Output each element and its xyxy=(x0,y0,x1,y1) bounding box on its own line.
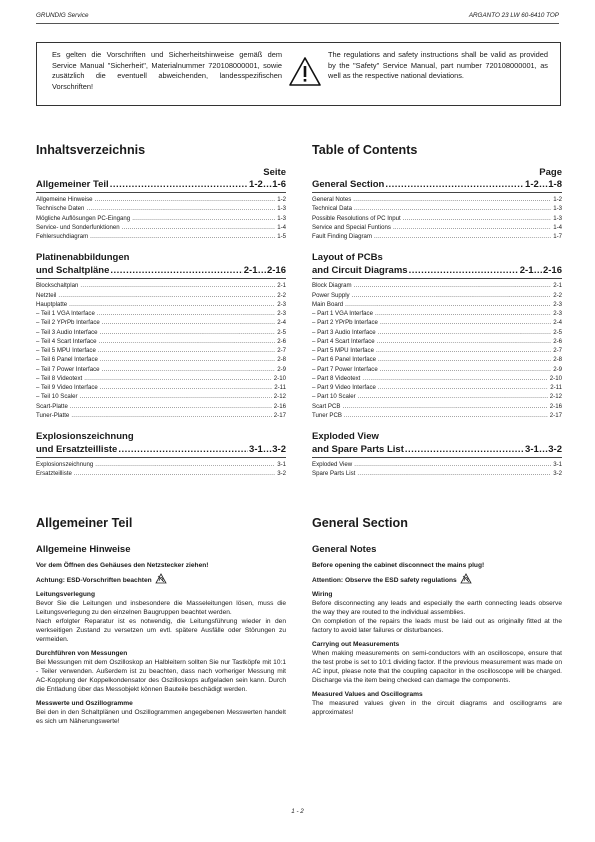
esd-hand-icon xyxy=(460,573,472,584)
toc-entry xyxy=(312,291,562,300)
toc-entry xyxy=(312,318,562,327)
note-paragraph: When making measurements on semi-conductors with an oscilloscope, ensure that the test probe is set to 10:1 dividing factor. If the previous measurement was made on AC input, please note that the coupling capacitor in the oscilloscope will be charged. Discharge via the item being checked can damage the components. xyxy=(312,650,562,684)
toc-entry-page: 2-11 xyxy=(274,384,286,391)
toc-section-title: Platinenabbildungen xyxy=(36,252,130,264)
toc-entry xyxy=(36,232,286,241)
note-heading: Leitungsverlegung xyxy=(36,591,95,598)
toc-entry xyxy=(36,374,286,383)
note-heading: Measured Values and Oscillograms xyxy=(312,691,423,698)
header-brand: GRUNDIG Service xyxy=(36,12,89,19)
dot-leader xyxy=(352,291,552,300)
dot-leader xyxy=(345,300,551,309)
toc-entry xyxy=(312,214,562,223)
toc-entry-title: Technical Data xyxy=(312,205,352,213)
toc-entry-page: 2-1 xyxy=(553,282,562,290)
dot-leader xyxy=(71,411,271,420)
toc-entry xyxy=(312,392,562,401)
toc-entry-title: Fehlersuchdiagram xyxy=(36,233,89,240)
toc-entry-title: – Part 5 MPU Interface xyxy=(312,347,374,354)
dot-leader xyxy=(74,469,275,478)
toc-entry-title: Mögliche Auflösungen PC-Eingang xyxy=(36,214,131,222)
warning-triangle-icon xyxy=(288,56,322,88)
toc-section xyxy=(312,430,562,479)
mains-plug-warning: Before opening the cabinet disconnect the mains plug! xyxy=(312,562,485,569)
toc-entry-title: Possible Resolutions of PC Input xyxy=(312,214,401,222)
dot-leader xyxy=(110,178,248,191)
toc-entry-title: – Part 4 Scart Interface xyxy=(312,337,375,345)
dot-leader xyxy=(100,328,276,337)
dot-leader xyxy=(380,365,551,374)
dot-leader xyxy=(132,214,275,223)
toc-de xyxy=(36,143,286,479)
toc-entry-page: 2-9 xyxy=(553,365,562,373)
toc-entry-page: 1-3 xyxy=(553,214,562,222)
note-heading: Messwerte und Oszillogramme xyxy=(36,700,133,707)
toc-entry xyxy=(36,214,286,223)
toc-entry xyxy=(312,223,562,232)
dot-leader xyxy=(378,355,551,364)
toc-section-heading-text: and Circuit Diagrams xyxy=(312,265,408,277)
toc-entry xyxy=(312,402,562,411)
dot-leader xyxy=(374,232,551,241)
toc-section-heading xyxy=(36,178,286,191)
toc-entry xyxy=(36,281,286,290)
toc-section xyxy=(312,178,562,241)
dot-leader xyxy=(102,318,275,327)
note-paragraph: The measured values given in the circuit diagrams and oscillograms are approximates! xyxy=(312,700,562,716)
toc-entry-page: 2-11 xyxy=(550,384,562,391)
toc-entry-page: 2-3 xyxy=(553,310,562,317)
toc-entry-title: Netzteil xyxy=(36,291,57,299)
toc-entry-page: 2-5 xyxy=(277,328,286,336)
toc-entry-page: 2-1 xyxy=(277,282,286,290)
dot-leader xyxy=(358,392,548,401)
toc-entry-page: 1-4 xyxy=(553,223,562,231)
dot-leader xyxy=(378,328,552,337)
toc-section-heading xyxy=(312,264,562,277)
dot-leader xyxy=(118,443,248,456)
dot-leader xyxy=(354,281,552,290)
toc-section-heading-text: und Ersatzteilliste xyxy=(36,444,118,455)
section-subtitle: General Notes xyxy=(312,544,377,555)
dot-leader xyxy=(380,318,551,327)
toc-entry-page: 2-17 xyxy=(273,411,286,419)
toc-entry-page: 1-3 xyxy=(277,205,286,213)
toc-entry-title: – Teil 1 VGA Interface xyxy=(36,310,95,317)
toc-entry-title: – Part 9 Video Interface xyxy=(312,384,376,391)
toc-entry-page: 2-6 xyxy=(277,337,286,345)
dot-leader xyxy=(354,460,551,469)
dot-leader xyxy=(80,392,272,401)
toc-entry-title: – Teil 6 Panel Interface xyxy=(36,356,98,364)
toc-entry-page: 2-4 xyxy=(277,319,286,327)
toc-entry xyxy=(36,223,286,232)
toc-section-heading-text: Allgemeiner Teil xyxy=(36,179,109,190)
toc-entry-page: 2-4 xyxy=(553,319,562,327)
toc-entry-title: General Notes xyxy=(312,196,352,203)
toc-entry-page: 2-6 xyxy=(553,337,562,345)
toc-entry-page: 2-17 xyxy=(549,411,562,419)
note-paragraph: Before disconnecting any leads and especially the earth connecting leads observe the way they are routed to the individual assemblies. xyxy=(312,600,562,616)
page-header xyxy=(36,11,559,24)
toc-entry xyxy=(36,337,286,346)
toc-title: Table of Contents xyxy=(312,143,418,157)
toc-entry-title: – Teil 5 MPU Interface xyxy=(36,347,96,354)
toc-entry xyxy=(36,291,286,300)
toc-entry-page: 2-12 xyxy=(273,393,286,401)
dot-leader xyxy=(357,469,551,478)
safety-notice-box xyxy=(36,42,561,106)
dot-leader xyxy=(95,195,276,204)
toc-section-heading xyxy=(36,264,286,277)
note-paragraph: Bevor Sie die Leitungen und insbesondere die Masseleitungen lösen, muss die Leitungsverlegung zu den einzelnen Baugruppen beachtet werden. xyxy=(36,600,286,616)
toc-en xyxy=(312,143,562,479)
toc-entry xyxy=(312,346,562,355)
dot-leader xyxy=(378,383,548,392)
toc-entry-title: – Part 1 VGA Interface xyxy=(312,310,373,317)
toc-entry-title: Scart PCB xyxy=(312,402,341,410)
toc-section xyxy=(312,251,562,420)
section-title: General Section xyxy=(312,516,408,530)
dot-leader xyxy=(122,223,276,232)
toc-entry-title: Ersatzteilliste xyxy=(36,470,72,478)
section-rule xyxy=(312,457,562,458)
toc-entry xyxy=(36,309,286,318)
dot-leader xyxy=(84,374,272,383)
toc-entry xyxy=(312,328,562,337)
toc-entry-title: – Part 3 Audio Interface xyxy=(312,328,376,336)
dot-leader xyxy=(409,264,519,277)
page-number: 1 - 2 xyxy=(291,808,304,815)
section-subtitle: Allgemeine Hinweise xyxy=(36,544,131,555)
note-paragraph: On completion of the repairs the leads must be laid out as originally fitted at the factory to avoid later failures or disturbances. xyxy=(312,618,562,634)
toc-entry-title: Service and Special Funtions xyxy=(312,223,391,231)
dot-leader xyxy=(405,443,524,456)
note-paragraph: Bei Messungen mit dem Oszilloskop an Halbleitern sollten Sie nur Tastköpfe mit 10:1 - Teiler verwenden. Außerdem ist zu beachten, dass nach vorheriger Messung mit AC-Kopplung der Koppelkondensator des Oszilloskops aufgeladen sein kann. Durch die Entladung über das Messobjekt können Bauteile beschädigt werden. xyxy=(36,659,286,693)
esd-warning-text: Attention: Observe the ESD safety regulations xyxy=(312,577,457,584)
toc-entry xyxy=(36,402,286,411)
toc-entry-page: 2-2 xyxy=(553,291,562,299)
section-rule xyxy=(312,192,562,193)
toc-entry-title: Fault Finding Diagram xyxy=(312,233,372,240)
dot-leader xyxy=(95,460,275,469)
note-heading: Durchführen von Messungen xyxy=(36,650,128,657)
toc-entry-title: – Teil 2 YPrPb Interface xyxy=(36,319,100,327)
toc-entry-page: 1-2 xyxy=(553,196,562,203)
toc-section-heading xyxy=(312,178,562,191)
toc-section-pages: 3-1…3-2 xyxy=(249,444,286,455)
toc-section-heading-text: and Spare Parts List xyxy=(312,444,404,455)
toc-entry xyxy=(36,365,286,374)
toc-entry-title: Scart-Platte xyxy=(36,402,68,410)
toc-entry-title: – Part 7 Power Interface xyxy=(312,365,378,373)
note-paragraph: Bei den in den Schaltplänen und Oszillogrammen angegebenen Messwerten handelt es sich um Näherungswerte! xyxy=(36,709,286,725)
toc-entry-title: – Part 6 Panel Interface xyxy=(312,356,377,364)
toc-entry-title: – Teil 8 Videotext xyxy=(36,374,83,382)
toc-section-heading-text: General Section xyxy=(312,179,385,190)
toc-entry-page: 2-7 xyxy=(277,347,286,354)
toc-entry-page: 2-10 xyxy=(273,374,286,382)
toc-section-pages: 1-2…1-8 xyxy=(525,179,562,190)
dot-leader xyxy=(97,309,275,318)
section-rule xyxy=(36,192,286,193)
toc-entry-page: 3-2 xyxy=(277,470,286,478)
note-heading: Wiring xyxy=(312,591,333,598)
toc-entry-title: Hauptplatte xyxy=(36,300,68,308)
esd-warning xyxy=(36,573,286,585)
header-model: ARGANTO 23 LW 60-6410 TOP xyxy=(468,12,559,19)
toc-entry xyxy=(36,300,286,309)
toc-section-heading xyxy=(312,443,562,456)
dot-leader xyxy=(99,337,276,346)
toc-page-label: Seite xyxy=(263,167,286,178)
toc-entry-page: 2-8 xyxy=(553,356,562,364)
section-rule xyxy=(36,457,286,458)
toc-entry xyxy=(312,281,562,290)
dot-leader xyxy=(80,281,275,290)
toc-entry-page: 3-1 xyxy=(277,461,286,468)
toc-entry-page: 2-12 xyxy=(549,393,562,401)
dot-leader xyxy=(377,337,552,346)
toc-entry xyxy=(312,337,562,346)
toc-entry-title: Tuner-Platte xyxy=(36,411,70,419)
toc-section-title: Exploded View xyxy=(312,431,379,442)
toc-entry xyxy=(36,411,286,420)
toc-entry-title: Service- und Sonderfunktionen xyxy=(36,223,120,231)
toc-entry-page: 2-16 xyxy=(273,402,286,410)
toc-entry xyxy=(36,355,286,364)
toc-entry-title: Allgemeine Hinweise xyxy=(36,196,93,203)
toc-entry-page: 3-2 xyxy=(553,470,562,478)
toc-section xyxy=(36,251,286,420)
toc-entry xyxy=(312,460,562,469)
toc-entry-page: 2-8 xyxy=(277,356,286,364)
toc-entry xyxy=(36,204,286,213)
toc-entry-title: – Part 8 Videotext xyxy=(312,374,361,382)
mains-plug-warning: Vor dem Öffnen des Gehäuses den Netzstecker ziehen! xyxy=(36,562,209,569)
toc-entry-page: 2-3 xyxy=(277,310,286,317)
toc-entry-title: – Teil 10 Scaler xyxy=(36,393,78,401)
toc-section-pages: 3-1…3-2 xyxy=(525,444,562,455)
toc-entry xyxy=(312,383,562,392)
toc-entry-page: 2-2 xyxy=(277,291,286,299)
toc-section-heading-text: und Schaltpläne xyxy=(36,265,110,277)
toc-entry-page: 1-3 xyxy=(277,214,286,222)
toc-entry-page: 2-9 xyxy=(277,365,286,373)
dot-leader xyxy=(362,374,547,383)
toc-section-title: Layout of PCBs xyxy=(312,252,383,264)
note-paragraph: Nach erfolgter Reparatur ist es notwendig, die Leitungsführung wieder in den werkseitigen Zustand zu versetzen um evtl. spätere Ausfälle oder Störungen zu vermeiden. xyxy=(36,618,286,643)
toc-entry-title: Explosionszeichnung xyxy=(36,461,94,468)
toc-entry-title: Spare Parts List xyxy=(312,470,356,478)
dot-leader xyxy=(353,195,551,204)
dot-leader xyxy=(403,214,551,223)
toc-entry xyxy=(312,195,562,204)
toc-entry xyxy=(312,374,562,383)
dot-leader xyxy=(102,365,276,374)
toc-entry xyxy=(312,309,562,318)
toc-entry-page: 2-5 xyxy=(553,328,562,336)
toc-entry xyxy=(36,195,286,204)
toc-entry-page: 2-10 xyxy=(549,374,562,382)
toc-entry xyxy=(36,383,286,392)
toc-entry xyxy=(36,346,286,355)
dot-leader xyxy=(86,204,275,213)
toc-entry-title: – Teil 4 Scart Interface xyxy=(36,337,97,345)
toc-entry-title: – Teil 7 Power Interface xyxy=(36,365,100,373)
toc-entry xyxy=(312,365,562,374)
toc-entry xyxy=(312,411,562,420)
toc-entry xyxy=(36,469,286,478)
toc-entry xyxy=(312,232,562,241)
esd-warning-text: Achtung: ESD-Vorschriften beachten xyxy=(36,577,152,584)
section-rule xyxy=(36,278,286,279)
toc-section xyxy=(36,178,286,241)
toc-entry-title: Main Board xyxy=(312,300,344,308)
toc-entry-title: – Part 10 Scaler xyxy=(312,393,356,401)
toc-entry-page: 2-7 xyxy=(553,347,562,354)
toc-entry-page: 1-3 xyxy=(553,205,562,213)
toc-entry-title: Block Diagram xyxy=(312,282,352,290)
toc-section-pages: 1-2…1-6 xyxy=(249,179,286,190)
dot-leader xyxy=(69,300,275,309)
safety-notice-de: Es gelten die Vorschriften und Sicherheitshinweise gemäß dem Service Manual "Sicherheit", Materialnummer 720108000001, sowie zusätzlich die eventuell abweichenden, landesspezifischen Vorschriften! xyxy=(52,50,282,91)
toc-entry-page: 3-1 xyxy=(553,461,562,468)
toc-entry xyxy=(312,355,562,364)
section-rule xyxy=(312,278,562,279)
section-title: Allgemeiner Teil xyxy=(36,516,133,530)
toc-page-label: Page xyxy=(539,167,562,178)
toc-entry-page: 2-3 xyxy=(553,300,562,308)
esd-hand-icon xyxy=(155,573,167,584)
toc-entry-title: Tuner PCB xyxy=(312,411,342,419)
general-section-en xyxy=(312,516,562,717)
dot-leader xyxy=(342,402,547,411)
dot-leader xyxy=(70,402,272,411)
toc-entry xyxy=(312,469,562,478)
toc-entry-title: – Teil 3 Audio Interface xyxy=(36,328,98,336)
toc-section-heading xyxy=(36,443,286,456)
dot-leader xyxy=(110,264,242,277)
toc-entry-page: 2-16 xyxy=(549,402,562,410)
toc-entry-title: – Teil 9 Video Interface xyxy=(36,384,98,391)
dot-leader xyxy=(344,411,548,420)
dot-leader xyxy=(375,309,551,318)
toc-entry-page: 1-5 xyxy=(277,233,286,240)
dot-leader xyxy=(393,223,551,232)
general-section-de xyxy=(36,516,286,726)
dot-leader xyxy=(376,346,551,355)
toc-entry xyxy=(36,318,286,327)
toc-title: Inhaltsverzeichnis xyxy=(36,143,146,157)
toc-entry xyxy=(312,300,562,309)
toc-entry-title: Technische Daten xyxy=(36,205,85,213)
toc-entry-page: 1-4 xyxy=(277,223,286,231)
toc-entry xyxy=(36,328,286,337)
safety-notice-en: The regulations and safety instructions shall be valid as provided by the "Safety" Service Manual, part number 720108000001, as well as the respective national deviations. xyxy=(328,50,548,81)
toc-section xyxy=(36,430,286,479)
toc-entry-title: Blockschaltplan xyxy=(36,282,79,290)
toc-entry-title: Exploded View xyxy=(312,461,353,468)
dot-leader xyxy=(385,178,524,191)
dot-leader xyxy=(354,204,551,213)
toc-section-pages: 2-1…2-16 xyxy=(519,265,562,277)
toc-entry-title: – Part 2 YPrPb Interface xyxy=(312,319,378,327)
toc-entry xyxy=(36,460,286,469)
toc-entry-page: 2-3 xyxy=(277,300,286,308)
dot-leader xyxy=(100,383,272,392)
esd-warning xyxy=(312,573,562,585)
dot-leader xyxy=(90,232,275,241)
dot-leader xyxy=(58,291,275,300)
toc-entry-page: 1-2 xyxy=(277,196,286,203)
dot-leader xyxy=(98,346,275,355)
toc-entry-page: 1-7 xyxy=(553,233,562,240)
toc-entry xyxy=(312,204,562,213)
toc-section-title: Explosionszeichnung xyxy=(36,431,134,442)
toc-section-pages: 2-1…2-16 xyxy=(243,265,286,277)
note-heading: Carrying out Measurements xyxy=(312,641,400,648)
toc-entry xyxy=(36,392,286,401)
toc-entry-title: Power Supply xyxy=(312,291,350,299)
dot-leader xyxy=(100,355,275,364)
